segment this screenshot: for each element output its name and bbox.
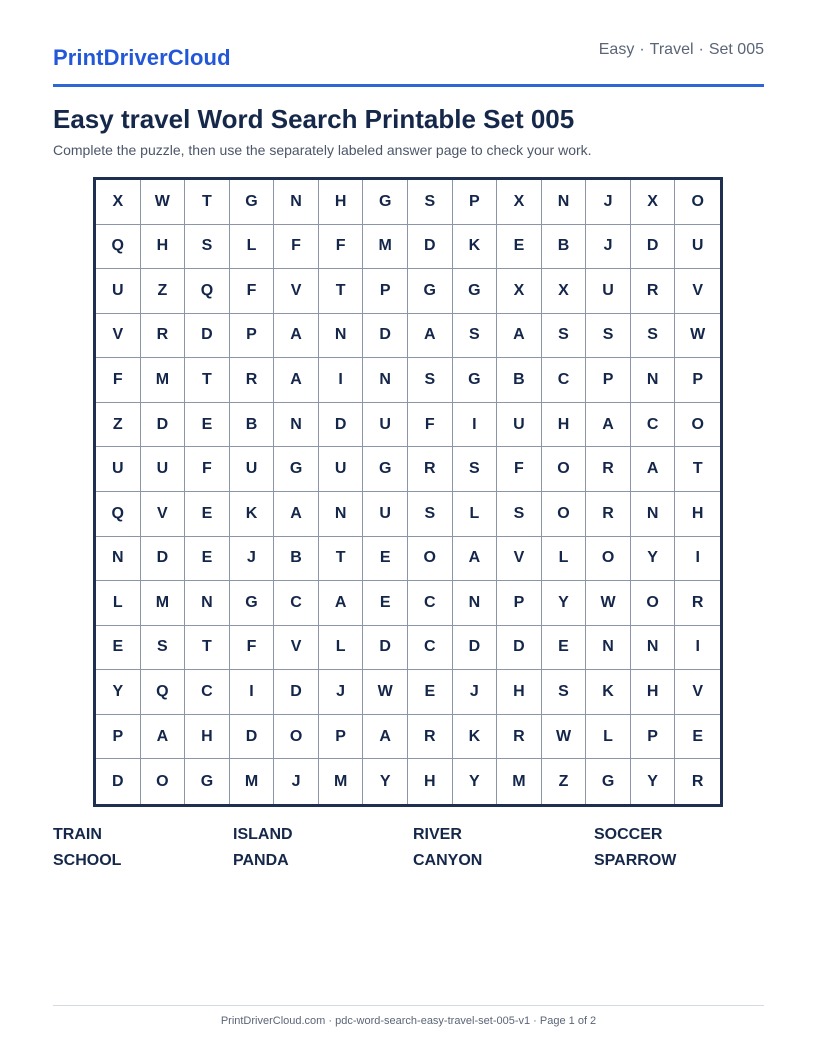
grid-cell: W bbox=[141, 180, 186, 225]
grid-cell: B bbox=[274, 537, 319, 582]
word-list-item: ISLAND bbox=[233, 826, 293, 843]
grid-cell: O bbox=[542, 492, 587, 537]
grid-cell: R bbox=[691, 772, 704, 790]
grid-cell: S bbox=[185, 225, 230, 270]
grid-cell: J bbox=[586, 225, 631, 270]
grid-cell: A bbox=[319, 581, 364, 626]
grid-cell: O bbox=[274, 715, 319, 760]
grid-cell: H bbox=[185, 715, 230, 760]
grid-cell: F bbox=[96, 358, 141, 403]
grid-cell: U bbox=[96, 447, 141, 492]
grid-cell: E bbox=[408, 670, 453, 715]
grid-cell: M bbox=[141, 581, 186, 626]
grid-cell: G bbox=[453, 358, 498, 403]
grid-cell: O bbox=[631, 581, 676, 626]
word-list-item: TRAIN bbox=[53, 826, 102, 843]
grid-cell: L bbox=[586, 715, 631, 760]
grid-cell: S bbox=[453, 447, 498, 492]
grid-cell: V bbox=[96, 314, 141, 359]
grid-cell: D bbox=[319, 403, 364, 448]
grid-cell: O bbox=[586, 537, 631, 582]
grid-cell: G bbox=[230, 581, 275, 626]
grid-cell: V bbox=[274, 626, 319, 671]
grid-cell: G bbox=[408, 269, 453, 314]
grid-cell: R bbox=[675, 581, 720, 626]
grid-cell: P bbox=[631, 715, 676, 760]
grid-cell: D bbox=[631, 225, 676, 270]
grid-cell: D bbox=[408, 225, 453, 270]
grid-cell: T bbox=[185, 626, 230, 671]
grid-cell: W bbox=[363, 670, 408, 715]
grid-cell: J bbox=[230, 537, 275, 582]
grid-cell: R bbox=[408, 715, 453, 760]
grid-cell: S bbox=[453, 314, 498, 359]
grid-cell: A bbox=[363, 715, 408, 760]
grid-cell: M bbox=[319, 759, 364, 804]
grid-cell: X bbox=[497, 180, 542, 225]
grid-cell: N bbox=[363, 358, 408, 403]
grid-cell: V bbox=[675, 670, 720, 715]
word-list-item: SCHOOL bbox=[53, 852, 122, 869]
grid-cell: D bbox=[453, 626, 498, 671]
grid-cell: N bbox=[319, 314, 364, 359]
word-search-grid bbox=[93, 177, 723, 807]
grid-cell: U bbox=[586, 269, 631, 314]
grid-cell: W bbox=[675, 314, 720, 359]
grid-cell: U bbox=[96, 269, 141, 314]
word-list-item: PANDA bbox=[233, 852, 289, 869]
grid-cell: T bbox=[319, 269, 364, 314]
grid-cell: P bbox=[453, 180, 498, 225]
grid-cell: E bbox=[185, 492, 230, 537]
grid-cell: D bbox=[141, 537, 186, 582]
grid-cell: A bbox=[408, 314, 453, 359]
grid-cell: A bbox=[631, 447, 676, 492]
grid-cell: E bbox=[363, 537, 408, 582]
grid-cell: X bbox=[497, 269, 542, 314]
grid-cell: G bbox=[363, 180, 408, 225]
grid-cell: Z bbox=[141, 269, 186, 314]
grid-cell: S bbox=[586, 314, 631, 359]
grid-cell: M bbox=[497, 759, 542, 804]
grid-cell: P bbox=[96, 715, 141, 760]
breadcrumb-set[interactable]: Set 005 bbox=[708, 41, 764, 58]
grid-cell: O bbox=[675, 180, 720, 225]
grid-cell: H bbox=[497, 670, 542, 715]
grid-cell: M bbox=[141, 358, 186, 403]
grid-cell: J bbox=[319, 670, 364, 715]
grid-cell: M bbox=[363, 225, 408, 270]
grid-cell: F bbox=[408, 403, 453, 448]
footer-text: PrintDriverCloud.com · pdc-word-search-easy-travel-set-005-v1 · Page 1 of 2 bbox=[220, 1015, 597, 1027]
grid-cell: E bbox=[96, 626, 141, 671]
breadcrumb-difficulty[interactable]: Easy bbox=[598, 41, 635, 58]
grid-cell: D bbox=[274, 670, 319, 715]
brand-logo[interactable]: PrintDriverCloud bbox=[53, 45, 231, 70]
grid-cell: V bbox=[274, 269, 319, 314]
grid-cell: D bbox=[96, 759, 141, 804]
grid-cell: N bbox=[586, 626, 631, 671]
grid-cell: O bbox=[408, 537, 453, 582]
grid-cell: I bbox=[675, 626, 720, 671]
grid-cell: L bbox=[319, 626, 364, 671]
grid-cell: C bbox=[185, 670, 230, 715]
grid-cell: Y bbox=[542, 581, 587, 626]
grid-cell: R bbox=[586, 447, 631, 492]
grid-cell: C bbox=[408, 626, 453, 671]
grid-cell: U bbox=[675, 225, 720, 270]
grid-cell: J bbox=[453, 670, 498, 715]
grid-cell: I bbox=[453, 403, 498, 448]
grid-cell: B bbox=[542, 225, 587, 270]
grid-cell: F bbox=[185, 447, 230, 492]
grid-cell: E bbox=[675, 715, 720, 760]
grid-cell: H bbox=[319, 180, 364, 225]
grid-cell: G bbox=[230, 180, 275, 225]
grid-cell: P bbox=[319, 715, 364, 760]
page-header bbox=[53, 36, 764, 87]
grid-cell: U bbox=[230, 447, 275, 492]
grid-cell: D bbox=[363, 314, 408, 359]
grid-cell: A bbox=[274, 314, 319, 359]
grid-cell: L bbox=[542, 537, 587, 582]
grid-cell: G bbox=[586, 759, 631, 804]
grid-cell: P bbox=[497, 581, 542, 626]
grid-cell: Y bbox=[631, 537, 676, 582]
grid-cell: N bbox=[631, 492, 676, 537]
grid-cell: F bbox=[319, 225, 364, 270]
grid-cell: I bbox=[230, 670, 275, 715]
grid-cell: F bbox=[274, 225, 319, 270]
grid-cell: E bbox=[542, 626, 587, 671]
grid-cell: X bbox=[96, 180, 141, 225]
grid-cell: N bbox=[274, 403, 319, 448]
grid-cell: K bbox=[453, 715, 498, 760]
grid-cell: P bbox=[230, 314, 275, 359]
grid-cell: Y bbox=[363, 759, 408, 804]
grid-cell: Z bbox=[96, 403, 141, 448]
grid-cell: L bbox=[453, 492, 498, 537]
grid-cell: H bbox=[408, 759, 453, 804]
grid-cell: U bbox=[319, 447, 364, 492]
grid-cell: R bbox=[586, 492, 631, 537]
grid-cell: Y bbox=[96, 670, 141, 715]
grid-cell: B bbox=[230, 403, 275, 448]
grid-cell: R bbox=[230, 358, 275, 403]
grid-cell: Q bbox=[185, 269, 230, 314]
grid-cell: O bbox=[675, 403, 720, 448]
grid-cell: R bbox=[631, 269, 676, 314]
grid-cell: A bbox=[453, 537, 498, 582]
grid-cell: P bbox=[675, 358, 720, 403]
grid-cell: A bbox=[274, 358, 319, 403]
grid-cell: A bbox=[586, 403, 631, 448]
grid-cell: A bbox=[141, 715, 186, 760]
grid-cell: X bbox=[542, 269, 587, 314]
grid-cell: G bbox=[363, 447, 408, 492]
grid-cell: L bbox=[230, 225, 275, 270]
grid-cell: Y bbox=[453, 759, 498, 804]
grid-cell: T bbox=[675, 447, 720, 492]
grid-cell: N bbox=[453, 581, 498, 626]
grid-cell: V bbox=[497, 537, 542, 582]
grid-cell: E bbox=[497, 225, 542, 270]
breadcrumb-separator: · bbox=[639, 41, 645, 58]
grid-cell: W bbox=[586, 581, 631, 626]
grid-cell: S bbox=[408, 180, 453, 225]
grid-cell: R bbox=[141, 314, 186, 359]
word-list bbox=[53, 826, 773, 878]
page-title: Easy travel Word Search Printable Set 005 bbox=[53, 104, 575, 134]
grid-cell: V bbox=[141, 492, 186, 537]
grid-cell: C bbox=[274, 581, 319, 626]
grid-cell: Z bbox=[542, 759, 587, 804]
grid-cell: Q bbox=[96, 492, 141, 537]
grid-cell: C bbox=[542, 358, 587, 403]
grid-cell: N bbox=[185, 581, 230, 626]
grid-cell: K bbox=[453, 225, 498, 270]
grid-cell: O bbox=[141, 759, 186, 804]
grid-cell: T bbox=[185, 358, 230, 403]
grid-cell: V bbox=[675, 269, 720, 314]
grid-cell: E bbox=[185, 403, 230, 448]
grid-cell: N bbox=[319, 492, 364, 537]
grid-cell: K bbox=[586, 670, 631, 715]
grid-cell: D bbox=[497, 626, 542, 671]
grid-cell: N bbox=[96, 537, 141, 582]
grid-cell: C bbox=[631, 403, 676, 448]
grid-cell: T bbox=[185, 180, 230, 225]
breadcrumb bbox=[599, 41, 764, 59]
grid-cell: E bbox=[185, 537, 230, 582]
grid-cell: U bbox=[141, 447, 186, 492]
grid-cell: D bbox=[141, 403, 186, 448]
grid-cell: F bbox=[497, 447, 542, 492]
grid-cell: O bbox=[542, 447, 587, 492]
word-list-item: SOCCER bbox=[594, 826, 663, 843]
breadcrumb-separator: · bbox=[698, 41, 704, 58]
breadcrumb-theme[interactable]: Travel bbox=[649, 41, 694, 58]
word-list-item: RIVER bbox=[413, 826, 462, 843]
grid-cell: I bbox=[675, 537, 720, 582]
grid-cell: R bbox=[497, 715, 542, 760]
grid-cell: S bbox=[542, 670, 587, 715]
grid-cell: P bbox=[586, 358, 631, 403]
grid-cell: T bbox=[319, 537, 364, 582]
grid-cell: H bbox=[542, 403, 587, 448]
grid-cell: G bbox=[185, 759, 230, 804]
grid-cell: H bbox=[675, 492, 720, 537]
grid-cell: F bbox=[230, 269, 275, 314]
grid-cell: N bbox=[631, 626, 676, 671]
page-subtitle: Complete the puzzle, then use the separately labeled answer page to check your work. bbox=[53, 142, 592, 158]
grid-cell: G bbox=[453, 269, 498, 314]
grid-cell: N bbox=[631, 358, 676, 403]
grid-cell: Q bbox=[141, 670, 186, 715]
grid-cell: R bbox=[408, 447, 453, 492]
grid-cell: S bbox=[408, 358, 453, 403]
grid-cell: J bbox=[586, 180, 631, 225]
word-list-item: SPARROW bbox=[594, 852, 677, 869]
grid-cell: N bbox=[542, 180, 587, 225]
grid-cell: H bbox=[141, 225, 186, 270]
grid-cell: S bbox=[497, 492, 542, 537]
grid-cell: A bbox=[497, 314, 542, 359]
grid-cell: S bbox=[141, 626, 186, 671]
grid-cell: U bbox=[363, 403, 408, 448]
grid-cell: Y bbox=[631, 759, 676, 804]
word-list-item: CANYON bbox=[413, 852, 483, 869]
grid-cell: G bbox=[274, 447, 319, 492]
grid-cell: H bbox=[631, 670, 676, 715]
page-footer bbox=[53, 1005, 764, 1027]
grid-cell: B bbox=[497, 358, 542, 403]
grid-cell: S bbox=[408, 492, 453, 537]
grid-cell: X bbox=[631, 180, 676, 225]
grid-cell: A bbox=[274, 492, 319, 537]
grid-cell: M bbox=[230, 759, 275, 804]
grid-cell: C bbox=[408, 581, 453, 626]
grid-cell: L bbox=[96, 581, 141, 626]
grid-cell: F bbox=[230, 626, 275, 671]
grid-cell: Q bbox=[96, 225, 141, 270]
grid-cell: N bbox=[274, 180, 319, 225]
grid-cell: E bbox=[363, 581, 408, 626]
grid-cell: S bbox=[542, 314, 587, 359]
grid-cell: D bbox=[230, 715, 275, 760]
grid-cell: J bbox=[274, 759, 319, 804]
grid-cell: W bbox=[542, 715, 587, 760]
grid-cell: P bbox=[363, 269, 408, 314]
grid-cell: U bbox=[497, 403, 542, 448]
grid-cell: D bbox=[185, 314, 230, 359]
grid-cell: U bbox=[363, 492, 408, 537]
grid-cell: K bbox=[230, 492, 275, 537]
grid-cell: D bbox=[363, 626, 408, 671]
grid-cell: S bbox=[631, 314, 676, 359]
grid-cell: I bbox=[319, 358, 364, 403]
